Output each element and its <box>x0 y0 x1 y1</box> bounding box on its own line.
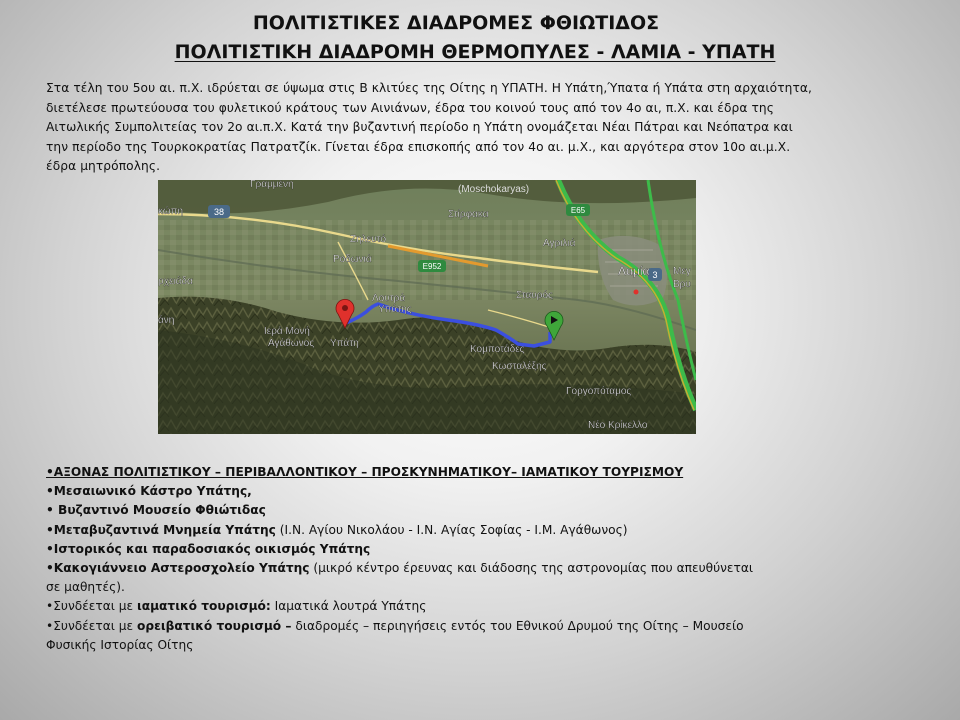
highlight-bold: •Κακογιάννειο Αστεροσχολείο Υπάτης <box>46 561 310 576</box>
road-badge-3 <box>648 268 662 281</box>
highlight-text: Ιαματικά λουτρά Υπάτης <box>270 599 427 614</box>
road-badge-e65 <box>566 204 590 216</box>
svg-text:E65: E65 <box>570 206 586 215</box>
map-label: Γραμμένη <box>250 180 294 190</box>
highlight-item <box>46 540 846 559</box>
highlight-text: (μικρό κέντρο έρευνας και διάδοσης της αστρονομίας που απευθύνεται <box>309 561 754 576</box>
map-label: ρχειάδα <box>158 276 193 287</box>
map-label: Γοργοπόταμος <box>566 386 632 397</box>
map-label: Υπάτης <box>378 304 412 315</box>
intro-line: διετέλεσε πρωτεύουσα του φυλετικού κράτους των Αινιάνων, έδρα του κοινού τους από τον 4ο αι, π.Χ. και έδρα της <box>46 100 774 115</box>
map-label: Στίρφακα <box>448 209 489 220</box>
map-label: άνη <box>158 315 175 326</box>
highlight-bold: ορειβατικό τουρισμό – <box>136 618 292 633</box>
svg-text:38: 38 <box>213 207 225 217</box>
highlight-item <box>46 636 846 655</box>
highlight-item <box>46 559 846 578</box>
map-label: Υπάτη <box>330 338 359 349</box>
intro-line: την περίοδο της Τουρκοκρατίας Πατρατζίκ. Γίνεται έδρα επισκοπής από τον 4ο αι. μ.Χ., και αργότερα στον 10ο αι.μ.Χ. <box>46 139 791 154</box>
map-label: Λουτρά <box>372 293 406 304</box>
highlight-bold: •Μεταβυζαντινά Μνημεία Υπάτης <box>46 522 276 537</box>
highlight-bold: ιαματικό τουρισμό: <box>136 599 271 614</box>
highlight-bold: •ΑΞΟΝΑΣ ΠΟΛΙΤΙΣΤΙΚΟΥ – ΠΕΡΙΒΑΛΛΟΝΤΙΚΟΥ – ΠΡΟΣΚΥΝΗΜΑΤΙΚΟΥ– ΙΑΜΑΤΙΚΟΥ ΤΟΥΡΙΣΜΟΥ <box>46 465 684 479</box>
intro-paragraph <box>46 79 846 177</box>
route-map <box>158 180 696 434</box>
city-dot <box>634 290 639 295</box>
highlight-item <box>46 463 846 482</box>
highlight-text: Φυσικής Ιστορίας Οίτης <box>46 637 194 652</box>
map-label: Αγριλιά <box>543 238 576 249</box>
svg-text:3: 3 <box>652 270 658 280</box>
map-label: Νέο Κρίκελλο <box>588 420 648 431</box>
map-label: Αγάθωνος <box>268 338 315 349</box>
highlight-bold: • Βυζαντινό Μουσείο Φθιώτιδας <box>46 503 266 518</box>
map-label: Σταυρός <box>516 290 553 301</box>
highlight-item <box>46 482 846 501</box>
map-label: Κομποτάδες <box>470 344 525 355</box>
map-label: Ροδωνιά <box>333 254 372 265</box>
map-label: Βρυ <box>673 279 691 290</box>
route-map-image <box>158 180 696 434</box>
map-label: Κωσταλέξης <box>492 361 547 372</box>
highlight-item <box>46 578 846 597</box>
highlight-item <box>46 597 846 616</box>
highlight-prefix: •Συνδέεται με <box>46 618 137 633</box>
road-badge-38 <box>208 205 230 218</box>
map-label: Ζηλευτό <box>350 234 387 245</box>
map-label: Λαμία <box>618 264 650 278</box>
map-label: (Moschokaryas) <box>458 184 530 195</box>
highlight-text: διαδρομές – περιηγήσεις εντός του Εθνικού Δρυμού της Οίτης – Μουσείο <box>291 618 744 633</box>
highlight-item <box>46 521 846 540</box>
highlight-bold: •Μεσαιωνικό Κάστρο Υπάτης, <box>46 484 252 499</box>
intro-line: Αιτωλικής Συμπολιτείας τον 2ο αι.π.Χ. Κατά την βυζαντινή περίοδο η Υπάτη ονομάζεται Νέαι Πάτραι και Νεόπατρα και <box>46 120 793 134</box>
slide-title: ΠΟΛΙΤΙΣΤΙΚΕΣ ΔΙΑΔΡΟΜΕΣ ΦΘΙΩΤΙΔΟΣ <box>252 12 660 34</box>
highlight-bold: •Ιστορικός και παραδοσιακός οικισμός Υπάτης <box>46 541 371 556</box>
highlight-text: (Ι.Ν. Αγίου Νικολάου - Ι.Ν. Αγίας Σοφίας - Ι.Μ. Αγάθωνος) <box>275 522 628 537</box>
highlight-item <box>46 617 846 636</box>
highlight-text: σε μαθητές). <box>46 580 125 595</box>
highlight-prefix: •Συνδέεται με <box>46 599 137 614</box>
map-label: κώπη <box>158 206 184 217</box>
road-badge-e952 <box>418 260 446 272</box>
intro-line: Στα τέλη του 5ου αι. π.Χ. ιδρύεται σε ύψωμα στις Β κλιτύες της Οίτης η ΥΠΑΤΗ. Η Υπάτη,Ύπατα ή Υπάτα στη αρχαιότητα, <box>46 81 812 95</box>
map-label: Μεγ <box>673 266 691 277</box>
highlights-list <box>46 463 846 655</box>
highlight-item <box>46 501 846 520</box>
svg-text:E952: E952 <box>422 262 442 271</box>
map-label: Ιερά Μονή <box>264 326 310 337</box>
slide-subtitle: ΠΟΛΙΤΙΣΤΙΚΗ ΔΙΑΔΡΟΜΗ ΘΕΡΜΟΠΥΛΕΣ - ΛΑΜΙΑ - ΥΠΑΤΗ <box>174 41 776 63</box>
intro-line: έδρα μητρόπολης. <box>46 159 161 173</box>
